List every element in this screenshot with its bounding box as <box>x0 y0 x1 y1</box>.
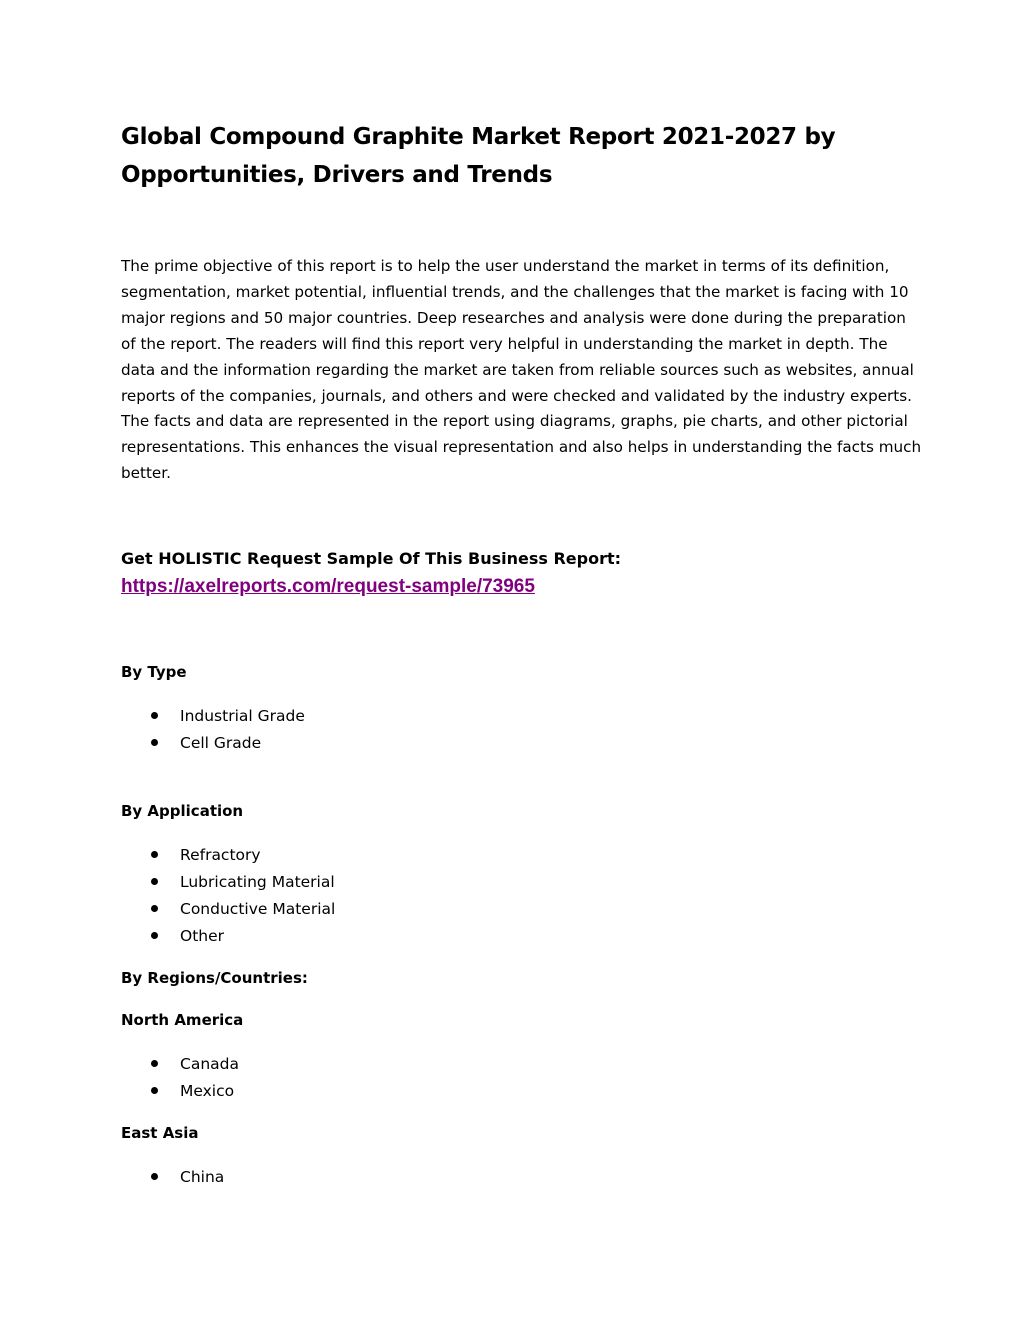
list-item-label: China <box>180 1168 225 1186</box>
list-item-label: Canada <box>180 1055 239 1073</box>
bullet-icon <box>151 878 158 885</box>
request-sample-link[interactable]: https://axelreports.com/request-sample/73965 <box>121 576 535 597</box>
bullet-icon <box>151 1060 158 1067</box>
request-sample-heading: Get HOLISTIC Request Sample Of This Business Report: <box>121 549 622 568</box>
by-type-heading: By Type <box>121 663 187 681</box>
intro-line: representations. This enhances the visual representation and also helps in understanding the facts much <box>121 438 922 457</box>
bullet-icon <box>151 712 158 719</box>
intro-line: segmentation, market potential, influential trends, and the challenges that the market is facing with 10 <box>121 282 909 301</box>
list-item-label: Industrial Grade <box>180 707 305 725</box>
intro-paragraph <box>121 254 922 487</box>
bullet-icon <box>151 1087 158 1094</box>
intro-line: reports of the companies, journals, and others and were checked and validated by the industry experts. <box>121 386 912 405</box>
list-item-label: Cell Grade <box>180 734 262 752</box>
list-item-label: Refractory <box>180 846 261 864</box>
intro-line: of the report. The readers will find this report very helpful in understanding the market in depth. The <box>121 334 888 353</box>
title-line: Opportunities, Drivers and Trends <box>121 162 553 188</box>
intro-line: The prime objective of this report is to help the user understand the market in terms of its definition, <box>121 257 890 275</box>
intro-line: data and the information regarding the market are taken from reliable sources such as websites, annual <box>121 360 914 379</box>
by-application-heading: By Application <box>121 802 244 820</box>
list-item-label: Lubricating Material <box>180 873 335 891</box>
intro-line: The facts and data are represented in the report using diagrams, graphs, pie charts, and other pictorial <box>121 412 908 431</box>
intro-line: better. <box>121 464 171 483</box>
intro-line: major regions and 50 major countries. Deep researches and analysis were done during the preparation <box>121 308 906 327</box>
bullet-icon <box>151 851 158 858</box>
list-item-label: Conductive Material <box>180 900 336 918</box>
list-item-label: Mexico <box>180 1082 235 1100</box>
page-title <box>121 118 921 194</box>
list-item-label: Other <box>180 927 225 945</box>
bullet-icon <box>151 905 158 912</box>
bullet-icon <box>151 932 158 939</box>
by-regions-heading: By Regions/Countries: <box>121 969 308 987</box>
bullet-icon <box>151 1173 158 1180</box>
east-asia-heading: East Asia <box>121 1124 199 1142</box>
title-line: Global Compound Graphite Market Report 2021-2027 by <box>121 124 836 150</box>
north-america-heading: North America <box>121 1011 244 1029</box>
bullet-icon <box>151 739 158 746</box>
